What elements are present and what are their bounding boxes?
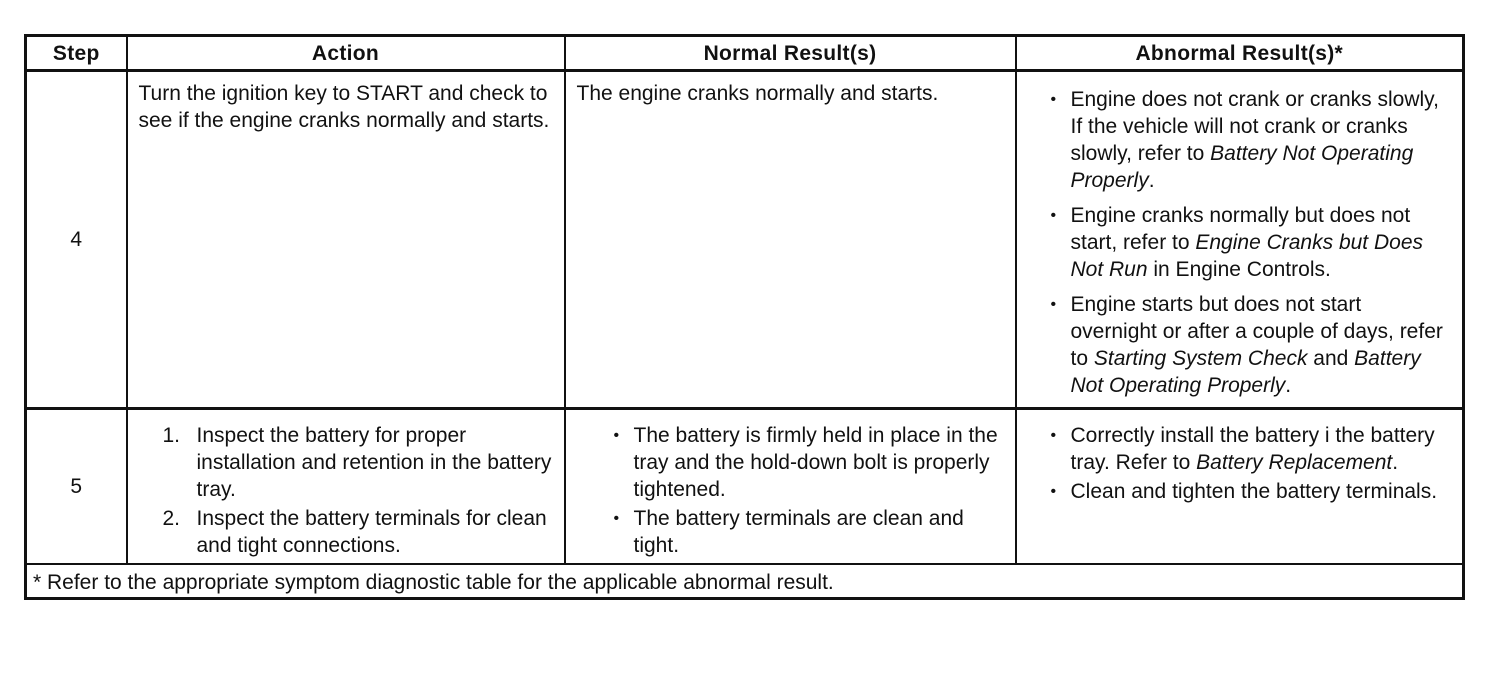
- table-row-step-4: [26, 71, 1464, 409]
- abnormal-text: Engine starts but does not start overnight or after a couple of days, refer to: [1070, 293, 1443, 370]
- normal-result-text: The engine cranks normally and starts.: [576, 82, 939, 105]
- list-item: [1043, 422, 1453, 476]
- reference-link: Engine Cranks but Does Not Run: [1070, 231, 1424, 281]
- list-item: [1043, 291, 1453, 399]
- bullet-icon: •: [1050, 427, 1057, 444]
- abnormal-tail: .: [1392, 451, 1399, 474]
- list-item: [139, 422, 554, 503]
- action-text: Inspect the battery terminals for clean and tight connections.: [196, 507, 547, 557]
- abnormal-tail: .: [1285, 374, 1292, 397]
- reference-link: Battery Not Operating Properly: [1070, 347, 1421, 397]
- header-action: Action: [127, 36, 565, 71]
- header-row: [26, 36, 1464, 71]
- list-item: [1043, 478, 1453, 505]
- header-step: Step: [26, 36, 127, 71]
- footnote: * Refer to the appropriate symptom diagnostic table for the applicable abnormal result.: [26, 564, 1464, 599]
- footnote-row: [26, 564, 1464, 599]
- list-item: [1043, 202, 1453, 283]
- action-text: Inspect the battery for proper installation and retention in the battery tray.: [196, 424, 552, 501]
- table-row-step-5: [26, 409, 1464, 565]
- reference-link: Battery Replacement: [1196, 451, 1393, 474]
- bullet-icon: •: [1050, 91, 1057, 108]
- bullet-icon: •: [613, 510, 620, 527]
- list-item: [606, 422, 1005, 503]
- bullet-icon: •: [613, 427, 620, 444]
- step-index: 2.: [162, 507, 181, 530]
- abnormal-tail: in Engine Controls.: [1147, 258, 1331, 281]
- normal-result-text: The battery is firmly held in place in the tray and the hold-down bolt is properly tightened.: [633, 424, 998, 501]
- abnormal-text: Clean and tighten the battery terminals.: [1070, 480, 1438, 503]
- diagnostic-table: [24, 34, 1465, 600]
- list-item: [139, 505, 554, 559]
- abnormal-mid: and: [1307, 347, 1355, 370]
- abnormal-text: Correctly install the battery i the battery tray. Refer to: [1070, 424, 1435, 474]
- normal-result-cell: [565, 71, 1016, 409]
- abnormal-text: Engine cranks normally but does not start, refer to: [1070, 204, 1411, 254]
- header-abnormal-results: Abnormal Result(s)*: [1016, 36, 1464, 71]
- abnormal-result-cell: [1016, 71, 1464, 409]
- step-index: 1.: [162, 424, 181, 447]
- normal-result-text: The battery terminals are clean and tight.: [633, 507, 964, 557]
- abnormal-result-cell: [1016, 409, 1464, 565]
- step-number: 5: [26, 409, 127, 565]
- reference-link: Battery Not Operating Properly: [1070, 142, 1414, 192]
- step-number: 4: [26, 71, 127, 409]
- action-cell: [127, 71, 565, 409]
- bullet-icon: •: [1050, 296, 1057, 313]
- bullet-icon: •: [1050, 207, 1057, 224]
- abnormal-text: Engine does not crank or cranks slowly, If the vehicle will not crank or cranks slowly, refer to: [1070, 88, 1439, 165]
- list-item: [1043, 86, 1453, 194]
- action-text: Turn the ignition key to START and check to see if the engine cranks normally and starts.: [138, 82, 550, 132]
- bullet-icon: •: [1050, 483, 1057, 500]
- list-item: [606, 505, 1005, 559]
- reference-link: Starting System Check: [1093, 347, 1308, 370]
- normal-result-cell: [565, 409, 1016, 565]
- header-normal-results: Normal Result(s): [565, 36, 1016, 71]
- abnormal-tail: .: [1148, 169, 1155, 192]
- action-cell: [127, 409, 565, 565]
